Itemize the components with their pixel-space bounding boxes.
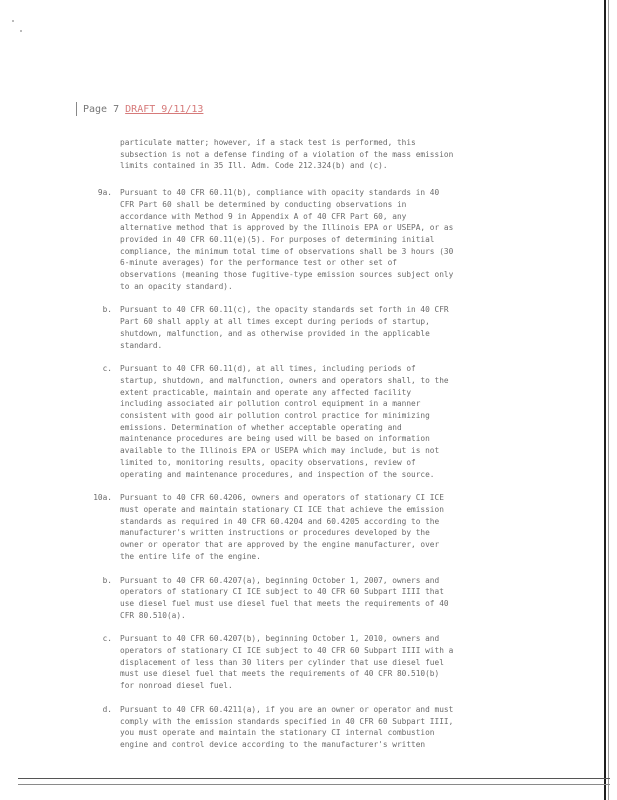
paragraph-text: Pursuant to 40 CFR 60.4206, owners and operators of stationary CI ICE must operate and maintain stationary CI ICE that achieve the emission standards as required in 40 CFR 60.4204 and 60.4205 according to the manufacturer's written instructions or procedures developed by the owner or operator that are approved by the engine manufacturer, over the entire life of the engine. [120, 493, 444, 561]
scan-edge-line [608, 0, 609, 800]
paragraph-text: Pursuant to 40 CFR 60.4207(b), beginning October 1, 2010, owners and operators of stationary CI ICE subject to 40 CFR 60 Subpart IIII with a displacement of less than 30 liters per cylinder that use diesel fuel must use diesel fuel that meets the requirements of 40 CFR 80.510(b) for nonroad diesel fuel. [120, 634, 454, 691]
scan-speck [12, 20, 14, 22]
paragraph-label: c. [102, 364, 112, 374]
draft-stamp: DRAFT 9/11/13 [125, 104, 204, 115]
paragraph-text: Pursuant to 40 CFR 60.4207(a), beginning October 1, 2007, owners and operators of stationary CI ICE subject to 40 CFR 60 Subpart IIII that use diesel fuel must use diesel fuel that meets the requirements of 40 CFR 80.510(a). [120, 575, 449, 620]
scan-bottom-line [18, 778, 610, 779]
paragraph-text: particulate matter; however, if a stack test is performed, this subsection is not a defense finding of a violation of the mass emission limits contained in 35 Ill. Adm. Code 212.324(b) and (c). [120, 138, 454, 171]
paragraph [88, 304, 548, 351]
document-body [88, 137, 548, 763]
page-header [76, 102, 203, 116]
paragraph-label: b. [102, 575, 112, 585]
paragraph [88, 137, 548, 172]
paragraph-label: b. [102, 305, 112, 315]
paragraph [88, 492, 548, 562]
paragraph-label: d. [102, 704, 112, 714]
header-bar [76, 102, 77, 116]
paragraph-label: c. [102, 634, 112, 644]
paragraph [88, 363, 548, 480]
paragraph-label: 10a. [93, 493, 112, 503]
paragraph-text: Pursuant to 40 CFR 60.11(b), compliance with opacity standards in 40 CFR Part 60 shall be determined by conducting observations in accordance with Method 9 in Appendix A of 40 CFR Part 60, any alternative method that is approved by the Illinois EPA or USEPA, or as provided in 40 CFR 60.11(e)(5). For purposes of determining initial compliance, the minimum total time of observations shall be 3 hours (30 6-minute averages) for the performance test or other set of observations (meaning those fugitive-type emission sources subject only to an opacity standard). [120, 188, 454, 291]
paragraph-text: Pursuant to 40 CFR 60.4211(a), if you are an owner or operator and must comply with the emission standards specified in 40 CFR 60 Subpart IIII, you must operate and maintain the stationary CI internal combustion engine and control device according to the manufacturer's written [120, 704, 454, 749]
paragraph-text: Pursuant to 40 CFR 60.11(d), at all times, including periods of startup, shutdown, and malfunction, owners and operators shall, to the extent practicable, maintain and operate any affected facility including associated air pollution control equipment in a manner consistent with good air pollution control practice for minimizing emissions. Determination of whether acceptable operating and maintenance procedures are being used will be based on information available to the Illinois EPA or USEPA which may include, but is not limited to, monitoring results, opacity observations, review of operating and maintenance procedures, and inspection of the source. [120, 364, 449, 479]
paragraph [88, 187, 548, 292]
scan-bottom-line [18, 784, 610, 785]
paragraph-text: Pursuant to 40 CFR 60.11(c), the opacity standards set forth in 40 CFR Part 60 shall apply at all times except during periods of startup, shutdown, malfunction, and as otherwise provided in the applicable standard. [120, 305, 449, 350]
paragraph [88, 633, 548, 692]
scan-speck [20, 30, 22, 32]
paragraph-label: 9a. [97, 188, 112, 198]
page-number: Page 7 [83, 104, 120, 115]
paragraph [88, 704, 548, 751]
scan-edge-line [604, 0, 606, 800]
paragraph [88, 575, 548, 622]
